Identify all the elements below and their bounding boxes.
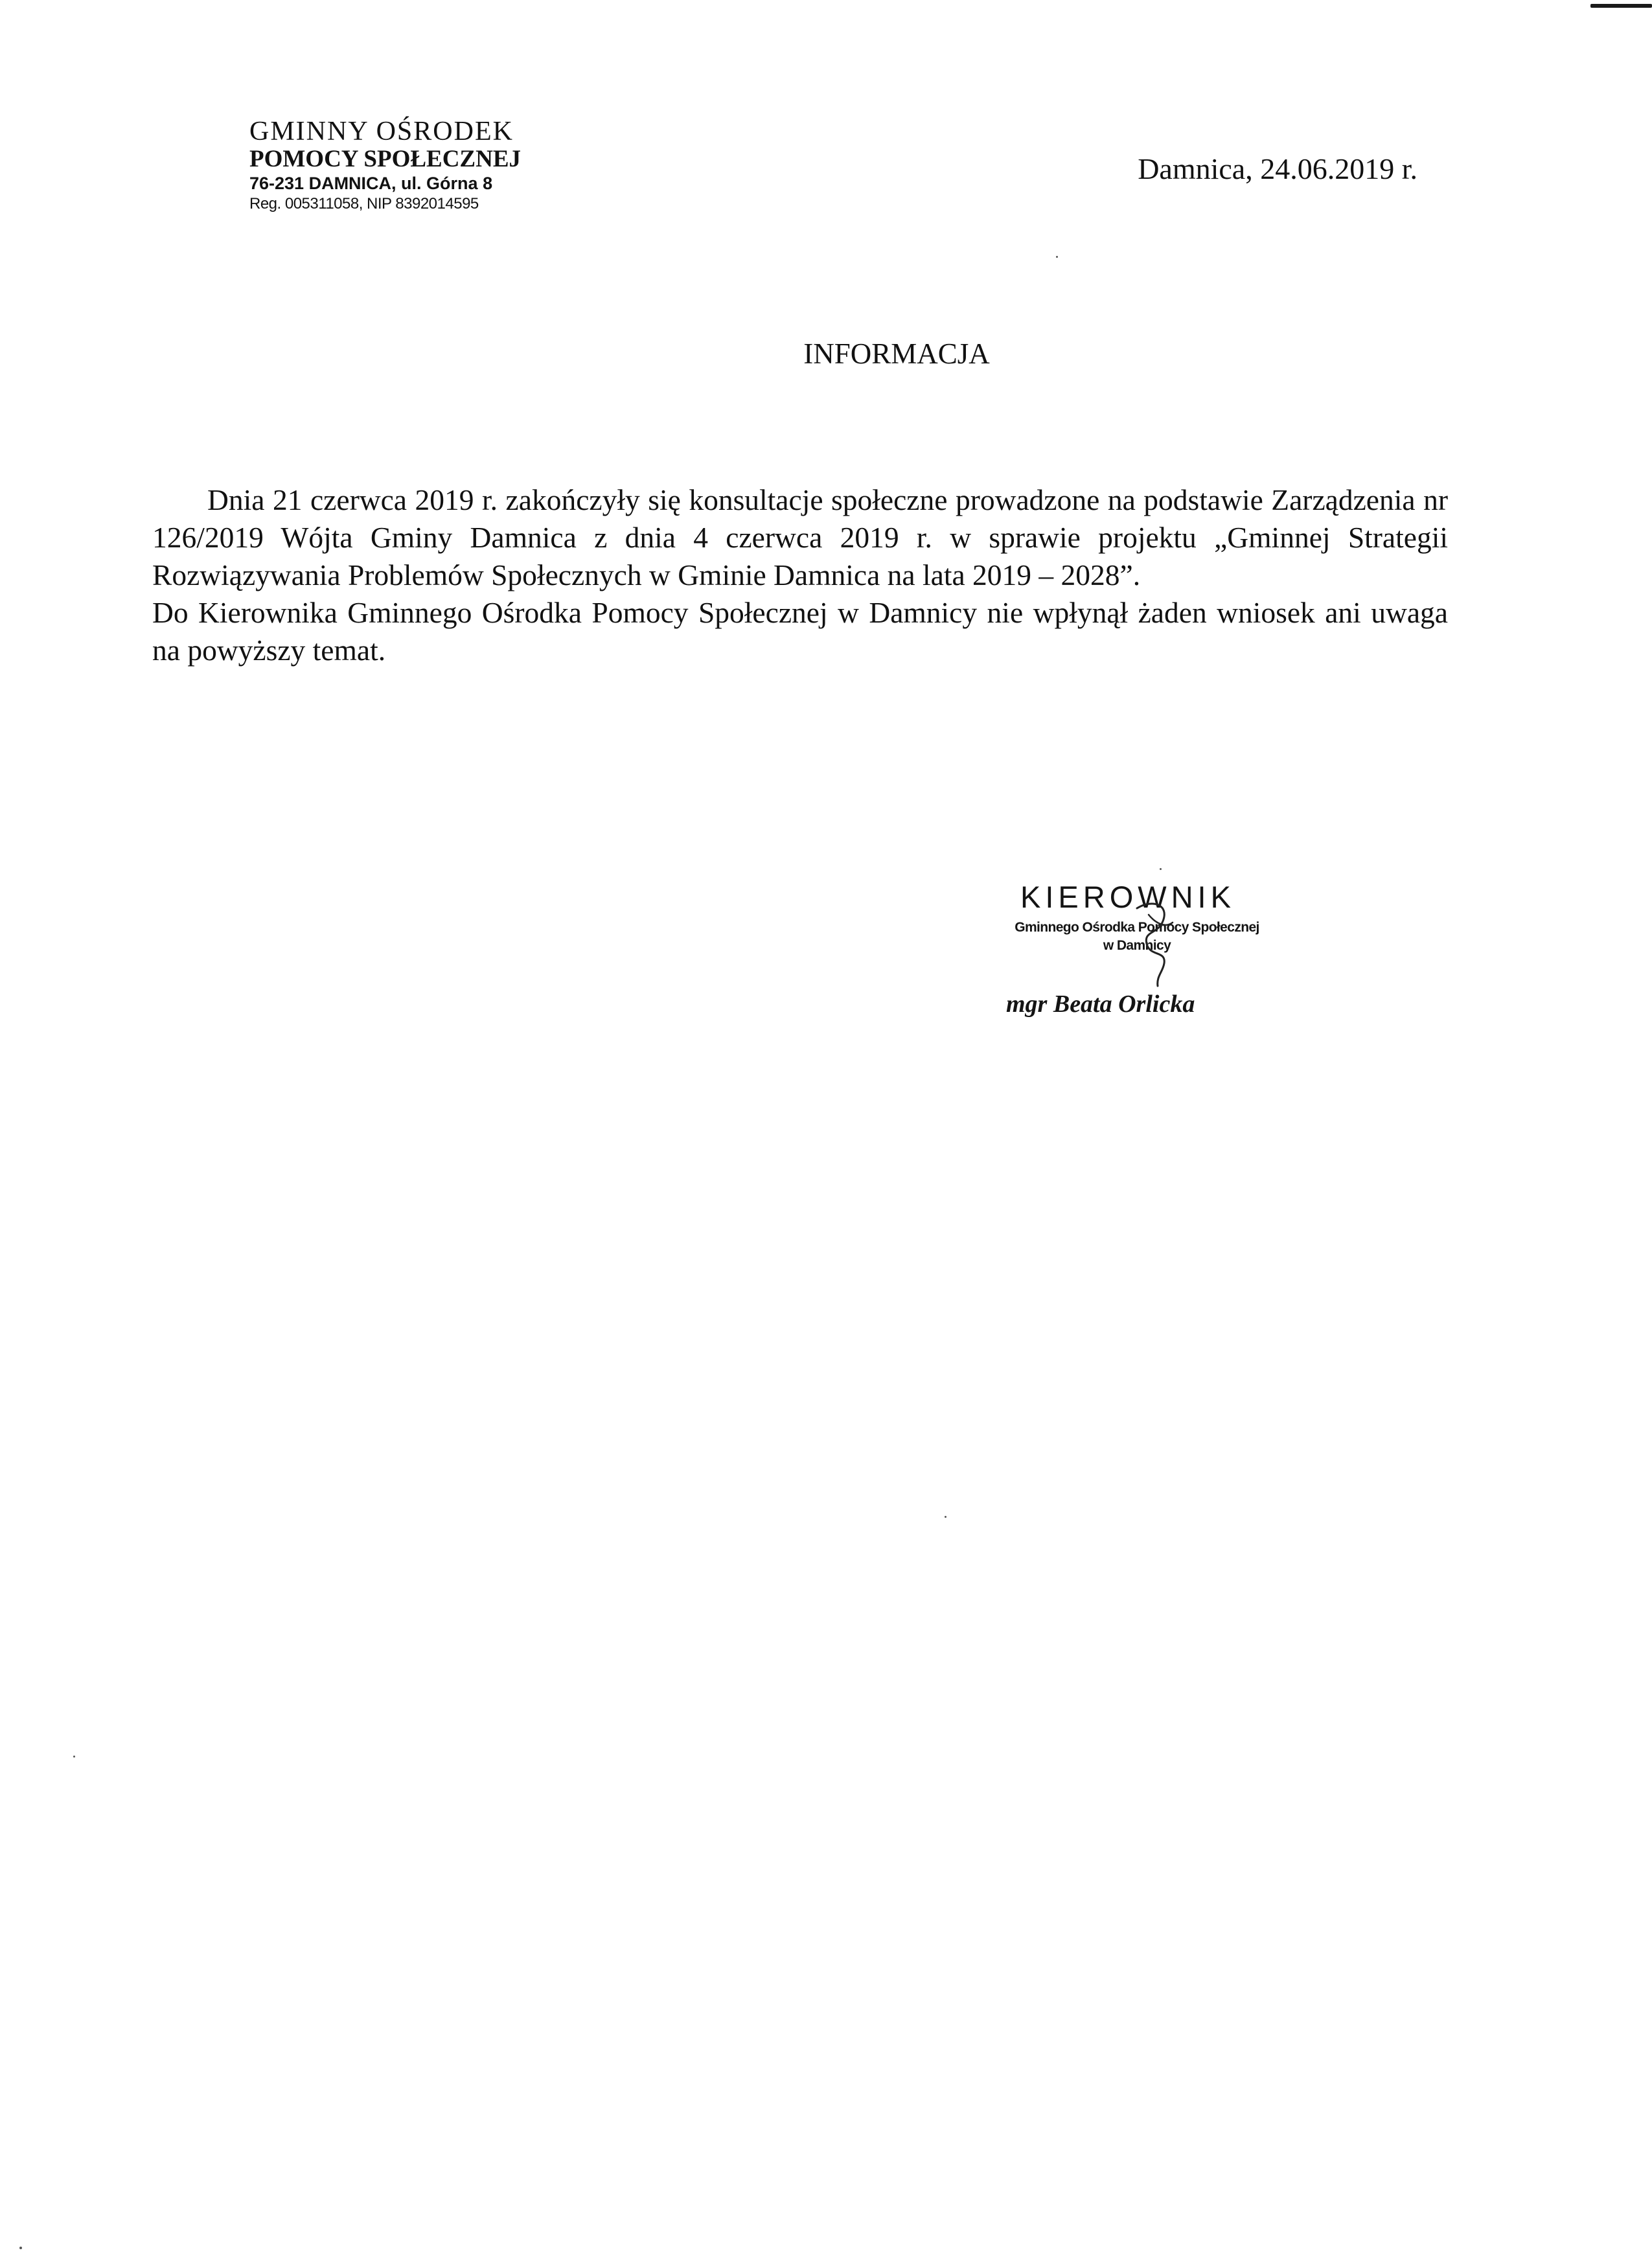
document-title: INFORMACJA: [803, 338, 990, 370]
signature-org-line-1: Gminnego Ośrodka Pomocy Społecznej: [1015, 920, 1259, 935]
stamp-line-1: GMINNY OŚRODEK: [249, 117, 514, 146]
document-title-wrap: [0, 336, 1652, 372]
scan-speck: [945, 1516, 946, 1518]
signature-organization: [975, 919, 1299, 955]
signature-title: KIEROWNIK: [1020, 880, 1235, 914]
scan-speck: [19, 2247, 22, 2249]
signature-org-line-2: w Damnicy: [1103, 938, 1171, 953]
document-body: [152, 481, 1448, 669]
scan-speck: [1056, 256, 1058, 258]
stamp-registration: Reg. 005311058, NIP 8392014595: [249, 195, 479, 212]
scan-edge-mark: [1590, 4, 1652, 8]
scan-speck: [73, 1756, 75, 1758]
signature-block: [975, 881, 1312, 1030]
organization-stamp: [249, 117, 586, 214]
document-date: Damnica, 24.06.2019 r.: [1138, 152, 1417, 185]
signatory-name: mgr Beata Orlicka: [1006, 991, 1195, 1018]
stamp-line-2: POMOCY SPOŁECZNEJ: [249, 146, 522, 172]
paragraph-consultations: Dnia 21 czerwca 2019 r. zakończyły się konsultacje społeczne prowadzone na podstawie Zarządzenia nr 126/2019 Wójta Gminy Damnica z dnia 4 czerwca 2019 r. w sprawie projektu „Gminnej Strategii Rozwiązywania Problemów Społecznych w Gminie Damnica na lata 2019 – 2028”.: [152, 483, 1448, 591]
paragraph-no-submissions: Do Kierownika Gminnego Ośrodka Pomocy Społecznej w Damnicy nie wpłynął żaden wniosek ani uwaga na powyższy temat.: [152, 596, 1448, 667]
scan-speck: [1160, 868, 1162, 870]
stamp-address: 76-231 DAMNICA, ul. Górna 8: [249, 174, 493, 193]
